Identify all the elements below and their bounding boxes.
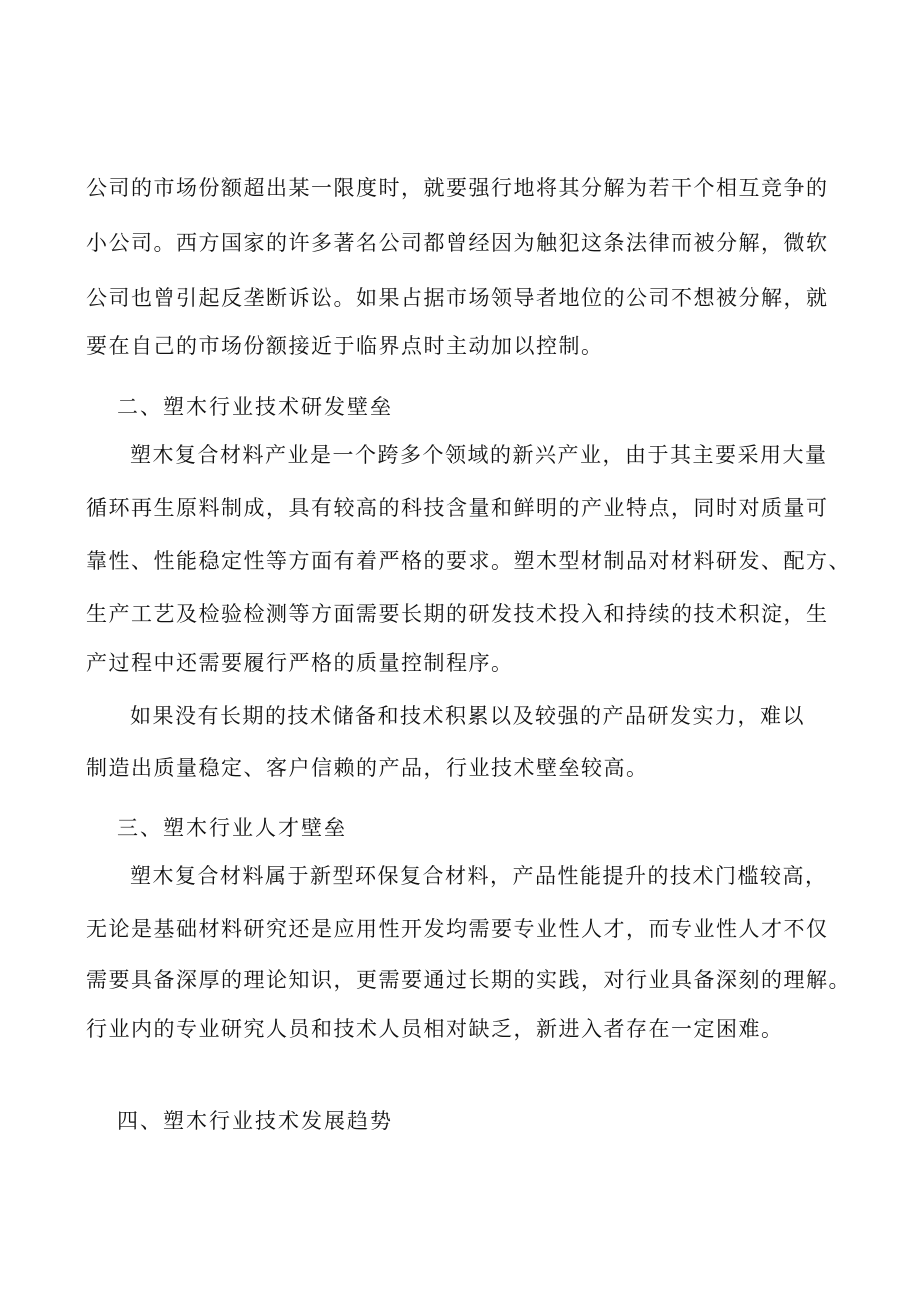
paragraph-tech-1-line-3: 靠性、性能稳定性等方面有着严格的要求。塑木型材制品对材料研发、配方、: [86, 549, 851, 573]
paragraph-tech-1-line-2: 循环再生原料制成，具有较高的科技含量和鲜明的产业特点，同时对质量可: [86, 496, 829, 520]
paragraph-tech-2-line-2: 制造出质量稳定、客户信赖的产品，行业技术壁垒较高。: [86, 756, 649, 780]
paragraph-intro-line-2: 小公司。西方国家的许多著名公司都曾经因为触犯这条法律而被分解，微软: [86, 231, 829, 255]
paragraph-talent-line-3: 需要具备深厚的理论知识，更需要通过长期的实践，对行业具备深刻的理解。: [86, 968, 851, 992]
paragraph-intro-line-1: 公司的市场份额超出某一限度时，就要强行地将其分解为若干个相互竞争的: [86, 176, 829, 200]
paragraph-tech-1-line-1: 塑木复合材料产业是一个跨多个领域的新兴产业，由于其主要采用大量: [130, 443, 828, 467]
paragraph-tech-1-line-5: 产过程中还需要履行严格的质量控制程序。: [86, 651, 514, 675]
paragraph-tech-1-line-4: 生产工艺及检验检测等方面需要长期的研发技术投入和持续的技术积淀，生: [86, 602, 829, 626]
paragraph-talent-line-2: 无论是基础材料研究还是应用性开发均需要专业性人才，而专业性人才不仅: [86, 917, 829, 941]
paragraph-tech-2-line-1: 如果没有长期的技术储备和技术积累以及较强的产品研发实力，难以: [130, 704, 805, 728]
paragraph-intro-line-4: 要在自己的市场份额接近于临界点时主动加以控制。: [86, 334, 604, 358]
paragraph-talent-line-1: 塑木复合材料属于新型环保复合材料，产品性能提升的技术门槛较高，: [130, 864, 828, 888]
paragraph-talent-line-4: 行业内的专业研究人员和技术人员相对缺乏，新进入者存在一定困难。: [86, 1017, 784, 1041]
section-heading-tech-barrier: 二、塑木行业技术研发壁垒: [117, 395, 393, 419]
section-heading-tech-trend: 四、塑木行业技术发展趋势: [117, 1109, 393, 1133]
section-heading-talent-barrier: 三、塑木行业人才壁垒: [117, 816, 347, 840]
paragraph-intro-line-3: 公司也曾引起反垄断诉讼。如果占据市场领导者地位的公司不想被分解，就: [86, 286, 829, 310]
